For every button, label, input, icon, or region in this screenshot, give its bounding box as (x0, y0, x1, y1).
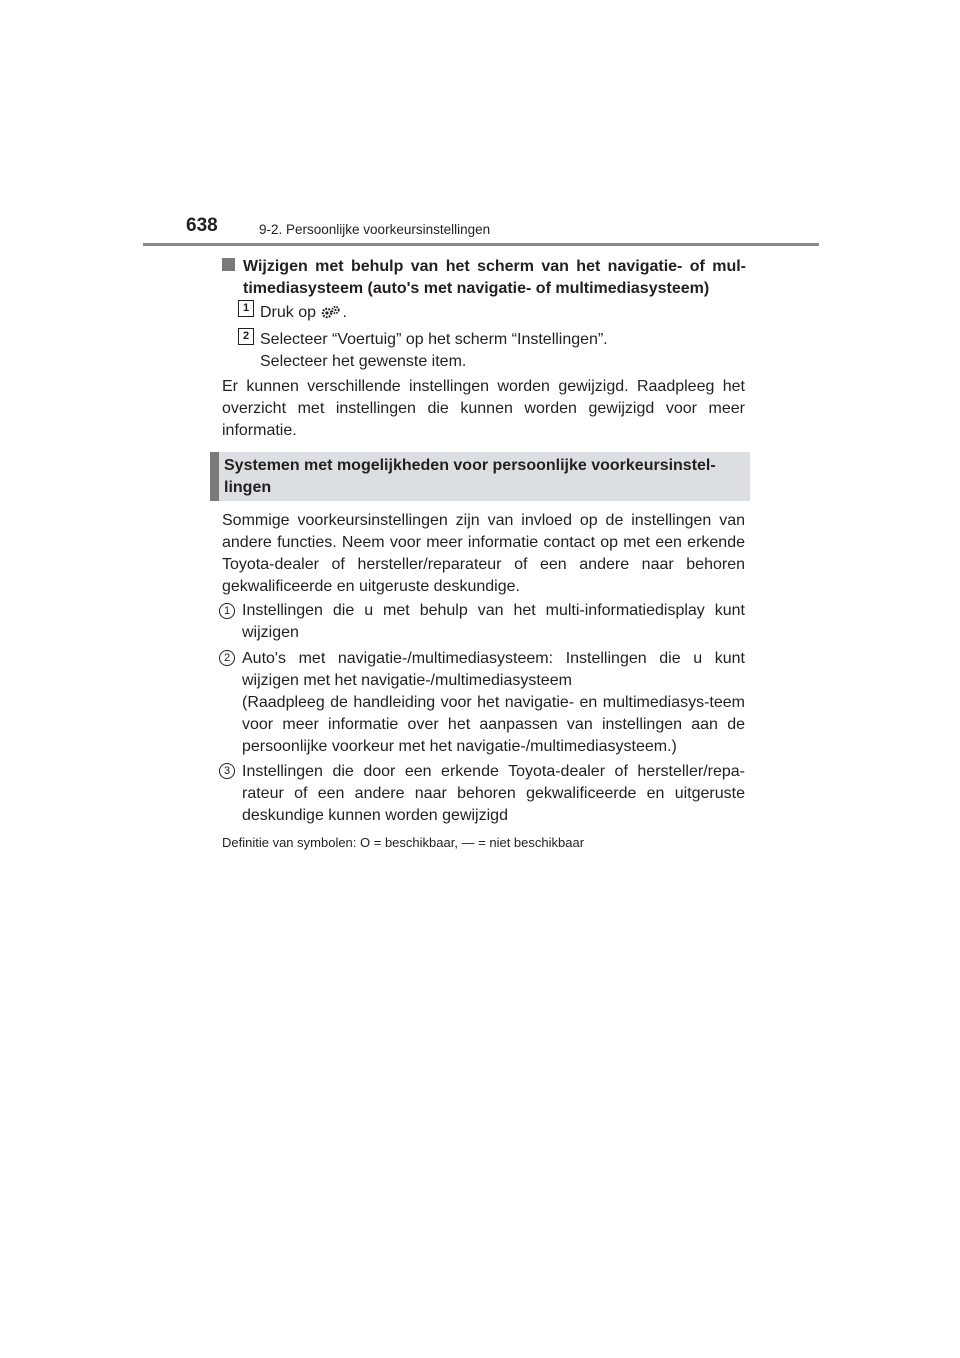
step-1 (260, 302, 347, 324)
list-item-3: Instellingen die door een erkende Toyota-dealer of hersteller/repa-rateur of een andere naar behoren gekwalificeerde en uitgeruste deskundige kunnen worden gewijzigd (242, 763, 745, 824)
list-item-2-text: Auto's met navigatie-/multimediasysteem: Instellingen die u kunt wijzigen met het navigatie-/multimediasysteem (242, 650, 745, 689)
page-number: 638 (186, 215, 218, 236)
step-number-2: 2 (238, 328, 254, 345)
step-2-line-2: Selecteer het gewenste item. (260, 353, 467, 370)
circle-number-3: 3 (219, 763, 235, 779)
square-bullet-icon (222, 258, 235, 271)
circle-number-2: 2 (219, 650, 235, 666)
circle-number-1: 1 (219, 603, 235, 619)
gear-icon (320, 304, 342, 320)
symbol-definition-footnote: Definitie van symbolen: O = beschikbaar, — = niet beschikbaar (222, 835, 585, 850)
step-1-period: . (342, 304, 347, 321)
section-heading-title: Systemen met mogelijkheden voor persoonlijke voorkeursinstel-lingen (224, 457, 716, 496)
procedure-heading (222, 256, 746, 300)
section-heading-bar (210, 452, 219, 501)
step-2-line-1: Selecteer “Voertuig” op het scherm “Instellingen”. (260, 331, 608, 348)
step-1-text: Druk op (260, 304, 317, 321)
procedure-note: Er kunnen verschillende instellingen worden gewijzigd. Raadpleeg het overzicht met instellingen die kunnen worden gewijzigd voor meer informatie. (222, 378, 745, 439)
list-item-1: Instellingen die u met behulp van het multi-informatiedisplay kunt wijzigen (242, 602, 745, 641)
section-heading-box (210, 452, 750, 501)
header-rule (143, 243, 819, 246)
step-number-1: 1 (238, 300, 254, 317)
list-item-2 (242, 648, 745, 758)
section-title: 9-2. Persoonlijke voorkeursinstellingen (259, 222, 491, 237)
step-2 (260, 329, 740, 373)
procedure-heading-text: Wijzigen met behulp van het scherm van het navigatie- of mul-timediasysteem (auto's met navigatie- of multimediasysteem) (243, 258, 746, 297)
section-intro: Sommige voorkeursinstellingen zijn van invloed op de instellingen van andere functies. Neem voor meer informatie contact op met een erkende Toyota-dealer of hersteller/reparateur of een andere naar behoren gekwalificeerde en uitgeruste deskundige. (222, 512, 745, 595)
list-item-2-sub: (Raadpleeg de handleiding voor het navigatie- en multimediasys-teem voor meer informatie over het aanpassen van instellingen aan de persoonlijke voorkeur met het navigatie-/multimediasysteem.) (242, 694, 745, 755)
